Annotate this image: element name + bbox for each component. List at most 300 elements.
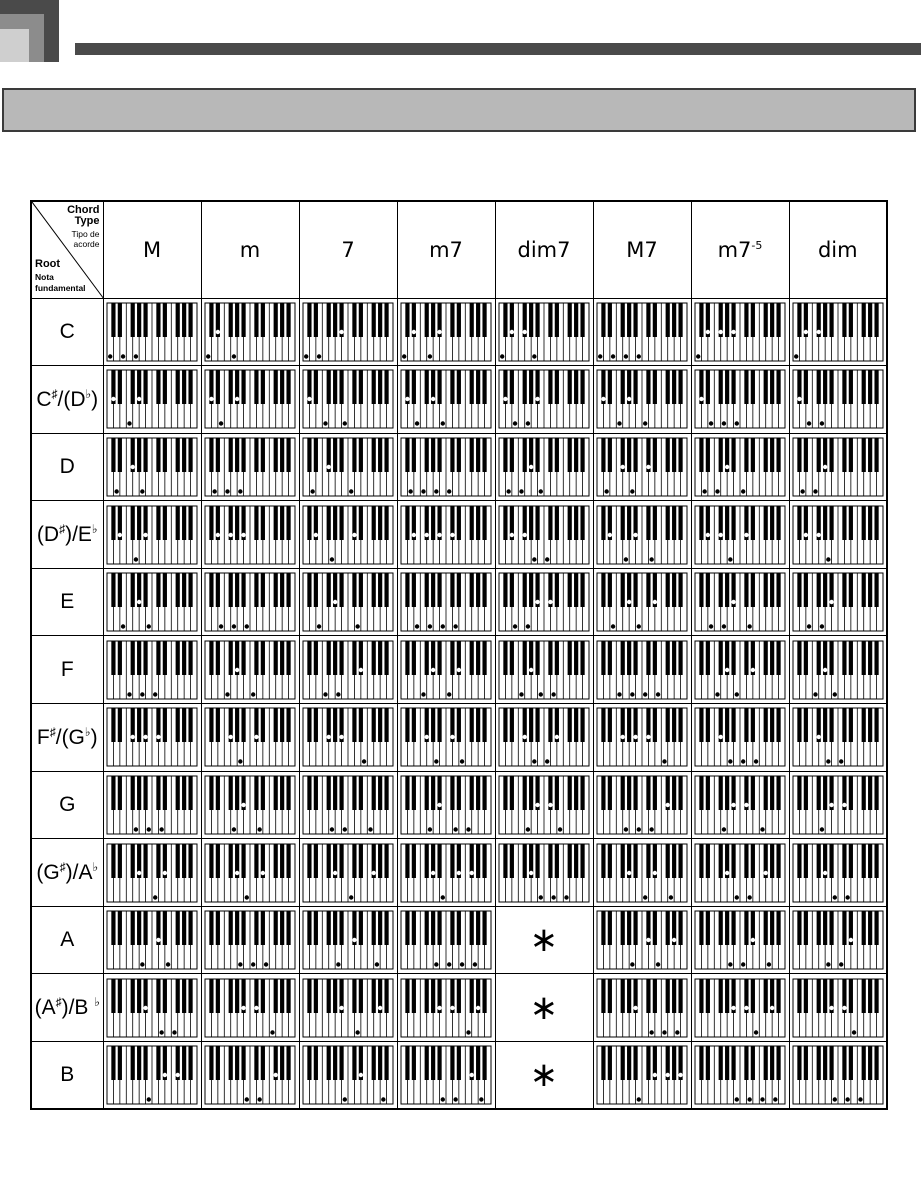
black-key xyxy=(633,641,637,675)
header-decoration-light xyxy=(0,29,29,62)
keyboard-diagram xyxy=(204,369,296,429)
keyboard-diagram xyxy=(694,843,786,903)
black-key xyxy=(731,506,735,540)
black-key xyxy=(829,438,833,472)
pressed-key-dot xyxy=(858,1097,862,1101)
black-key xyxy=(874,370,878,404)
black-key xyxy=(678,708,682,742)
chord-row xyxy=(31,501,887,569)
chord-diagram-cell xyxy=(201,636,299,704)
chord-diagram-cell xyxy=(789,298,887,366)
black-key xyxy=(627,641,631,675)
black-key xyxy=(188,370,192,404)
black-key xyxy=(823,708,827,742)
black-key xyxy=(731,641,735,675)
black-key xyxy=(235,911,239,945)
black-key xyxy=(510,844,514,878)
chord-diagram-cell xyxy=(691,636,789,704)
black-key xyxy=(764,438,768,472)
black-key xyxy=(457,303,461,337)
black-key xyxy=(274,979,278,1013)
pressed-key-dot xyxy=(206,354,210,358)
pressed-key-dot xyxy=(437,803,441,807)
black-key xyxy=(339,506,343,540)
chord-table-body xyxy=(31,298,887,1109)
black-key xyxy=(280,911,284,945)
root-note-label xyxy=(31,771,103,839)
black-key xyxy=(633,438,637,472)
pressed-key-dot xyxy=(143,532,147,536)
black-key xyxy=(861,438,865,472)
black-key xyxy=(797,438,801,472)
black-key xyxy=(241,641,245,675)
black-key xyxy=(431,573,435,607)
keyboard-diagram xyxy=(596,437,688,497)
black-key xyxy=(482,844,486,878)
black-key xyxy=(286,1046,290,1080)
black-key xyxy=(437,573,441,607)
black-key xyxy=(131,641,135,675)
black-key xyxy=(744,573,748,607)
pressed-key-dot xyxy=(143,1006,147,1010)
black-key xyxy=(111,303,115,337)
black-key xyxy=(804,708,808,742)
pressed-key-dot xyxy=(359,668,363,672)
pressed-key-dot xyxy=(643,422,647,426)
black-key xyxy=(842,641,846,675)
chord-diagram-cell xyxy=(593,771,691,839)
black-key xyxy=(137,303,141,337)
keyboard-diagram xyxy=(302,775,394,835)
black-key xyxy=(666,641,670,675)
black-key xyxy=(776,1046,780,1080)
pressed-key-dot xyxy=(232,354,236,358)
black-key xyxy=(372,979,376,1013)
pressed-key-dot xyxy=(529,465,533,469)
pressed-key-dot xyxy=(832,895,836,899)
pressed-key-dot xyxy=(741,962,745,966)
accidental-symbol: ♯ xyxy=(51,386,58,401)
root-note-text: /(G xyxy=(55,725,85,749)
black-key xyxy=(118,1046,122,1080)
black-key xyxy=(725,979,729,1013)
keyboard-diagram xyxy=(400,572,492,632)
black-key xyxy=(829,506,833,540)
black-key xyxy=(770,911,774,945)
black-key xyxy=(672,438,676,472)
keyboard-diagram xyxy=(596,707,688,767)
black-key xyxy=(241,370,245,404)
black-key xyxy=(535,708,539,742)
black-key xyxy=(359,573,363,607)
black-key xyxy=(816,844,820,878)
black-key xyxy=(314,776,318,810)
black-key xyxy=(327,641,331,675)
pressed-key-dot xyxy=(551,692,555,696)
black-key xyxy=(621,776,625,810)
pressed-key-dot xyxy=(421,692,425,696)
black-key xyxy=(601,708,605,742)
black-key xyxy=(457,911,461,945)
black-key xyxy=(352,979,356,1013)
black-key xyxy=(274,844,278,878)
black-key xyxy=(372,573,376,607)
pressed-key-dot xyxy=(317,354,321,358)
black-key xyxy=(163,370,167,404)
chord-row xyxy=(31,298,887,366)
black-key xyxy=(646,641,650,675)
pressed-key-dot xyxy=(826,962,830,966)
pressed-key-dot xyxy=(127,422,131,426)
black-key xyxy=(797,911,801,945)
chord-type-name: M xyxy=(142,237,162,262)
black-key xyxy=(731,708,735,742)
black-key xyxy=(751,573,755,607)
black-key xyxy=(229,303,233,337)
black-key xyxy=(535,506,539,540)
black-key xyxy=(776,641,780,675)
black-key xyxy=(254,370,258,404)
black-key xyxy=(719,911,723,945)
black-key xyxy=(412,708,416,742)
black-key xyxy=(666,370,670,404)
keyboard-diagram xyxy=(204,843,296,903)
pressed-key-dot xyxy=(643,895,647,899)
pressed-key-dot xyxy=(327,465,331,469)
black-key xyxy=(470,506,474,540)
pressed-key-dot xyxy=(479,1097,483,1101)
black-key xyxy=(425,303,429,337)
pressed-key-dot xyxy=(819,624,823,628)
black-key xyxy=(176,911,180,945)
black-key xyxy=(359,708,363,742)
black-key xyxy=(425,979,429,1013)
black-key xyxy=(608,776,612,810)
black-key xyxy=(118,911,122,945)
black-key xyxy=(868,979,872,1013)
black-key xyxy=(770,844,774,878)
pressed-key-dot xyxy=(134,354,138,358)
black-key xyxy=(861,776,865,810)
accidental-symbol: ♭ xyxy=(84,724,91,739)
black-key xyxy=(555,506,559,540)
black-key xyxy=(829,1046,833,1080)
pressed-key-dot xyxy=(235,870,239,874)
pressed-key-dot xyxy=(140,962,144,966)
black-key xyxy=(131,844,135,878)
black-key xyxy=(372,370,376,404)
chord-diagram-cell xyxy=(593,636,691,704)
black-key xyxy=(823,1046,827,1080)
black-key xyxy=(751,506,755,540)
keyboard-diagram xyxy=(400,707,492,767)
pressed-key-dot xyxy=(166,962,170,966)
black-key xyxy=(555,844,559,878)
black-key xyxy=(482,370,486,404)
black-key xyxy=(776,776,780,810)
black-key xyxy=(431,506,435,540)
black-key xyxy=(412,911,416,945)
keyboard-diagram xyxy=(792,775,884,835)
pressed-key-dot xyxy=(121,354,125,358)
black-key xyxy=(764,641,768,675)
root-note-label xyxy=(31,839,103,907)
black-key xyxy=(861,641,865,675)
pressed-key-dot xyxy=(510,532,514,536)
black-key xyxy=(241,844,245,878)
black-key xyxy=(327,844,331,878)
chord-diagram-cell xyxy=(789,636,887,704)
black-key xyxy=(621,303,625,337)
black-key xyxy=(209,641,213,675)
chord-diagram-cell xyxy=(299,366,397,434)
chord-diagram-cell xyxy=(201,433,299,501)
black-key xyxy=(653,979,657,1013)
pressed-key-dot xyxy=(212,489,216,493)
black-key xyxy=(384,979,388,1013)
black-key xyxy=(476,911,480,945)
black-key xyxy=(176,844,180,878)
keyboard-diagram xyxy=(694,505,786,565)
pressed-key-dot xyxy=(532,557,536,561)
root-note-label xyxy=(31,298,103,366)
pressed-key-dot xyxy=(232,624,236,628)
black-key xyxy=(339,641,343,675)
black-key xyxy=(216,776,220,810)
pressed-key-dot xyxy=(558,827,562,831)
black-key xyxy=(601,776,605,810)
pressed-key-dot xyxy=(653,870,657,874)
chord-type-name: 7 xyxy=(341,237,355,262)
black-key xyxy=(627,438,631,472)
black-key xyxy=(470,370,474,404)
pressed-key-dot xyxy=(532,760,536,764)
black-key xyxy=(719,573,723,607)
pressed-key-dot xyxy=(735,1097,739,1101)
black-key xyxy=(503,776,507,810)
pressed-key-dot xyxy=(773,1097,777,1101)
black-key xyxy=(804,641,808,675)
chord-row xyxy=(31,974,887,1042)
chord-diagram-cell xyxy=(593,704,691,772)
pressed-key-dot xyxy=(431,397,435,401)
black-key xyxy=(764,1046,768,1080)
black-key xyxy=(182,708,186,742)
chord-diagram-cell xyxy=(593,433,691,501)
black-key xyxy=(797,776,801,810)
black-key xyxy=(261,303,265,337)
black-key xyxy=(378,438,382,472)
black-key xyxy=(548,641,552,675)
pressed-key-dot xyxy=(131,465,135,469)
pressed-key-dot xyxy=(699,397,703,401)
black-key xyxy=(137,506,141,540)
black-key xyxy=(131,911,135,945)
black-key xyxy=(307,844,311,878)
black-key xyxy=(280,573,284,607)
black-key xyxy=(131,506,135,540)
keyboard-diagram xyxy=(792,572,884,632)
keyboard-diagram xyxy=(792,978,884,1038)
pressed-key-dot xyxy=(715,692,719,696)
pressed-key-dot xyxy=(751,938,755,942)
black-key xyxy=(621,844,625,878)
black-key xyxy=(568,641,572,675)
root-note-text: )/E xyxy=(65,523,92,547)
black-key xyxy=(280,1046,284,1080)
pressed-key-dot xyxy=(725,870,729,874)
pressed-key-dot xyxy=(826,760,830,764)
pressed-key-dot xyxy=(441,1097,445,1101)
black-key xyxy=(601,573,605,607)
black-key xyxy=(829,303,833,337)
black-key xyxy=(254,844,258,878)
keyboard-diagram xyxy=(694,572,786,632)
pressed-key-dot xyxy=(747,624,751,628)
black-key xyxy=(286,776,290,810)
pressed-key-dot xyxy=(232,827,236,831)
black-key xyxy=(384,708,388,742)
black-key xyxy=(405,573,409,607)
chord-diagram-cell xyxy=(299,636,397,704)
black-key xyxy=(384,370,388,404)
black-key xyxy=(678,370,682,404)
black-key xyxy=(842,370,846,404)
black-key xyxy=(874,911,878,945)
keyboard-diagram xyxy=(106,369,198,429)
black-key xyxy=(372,1046,376,1080)
accidental-symbol: ♭ xyxy=(92,860,99,875)
chord-row xyxy=(31,771,887,839)
black-key xyxy=(457,438,461,472)
accidental-symbol: ♯ xyxy=(59,860,66,875)
black-key xyxy=(580,776,584,810)
black-key xyxy=(816,776,820,810)
black-key xyxy=(470,303,474,337)
black-key xyxy=(568,438,572,472)
black-key xyxy=(797,1046,801,1080)
keyboard-diagram xyxy=(106,1045,198,1105)
pressed-key-dot xyxy=(598,354,602,358)
chord-diagram-cell xyxy=(789,839,887,907)
black-key xyxy=(143,641,147,675)
keyboard-diagram xyxy=(400,978,492,1038)
black-key xyxy=(209,708,213,742)
black-key xyxy=(580,708,584,742)
pressed-key-dot xyxy=(114,489,118,493)
black-key xyxy=(510,438,514,472)
black-key xyxy=(384,1046,388,1080)
black-key xyxy=(359,776,363,810)
black-key xyxy=(156,844,160,878)
black-key xyxy=(333,438,337,472)
keyboard-diagram xyxy=(596,505,688,565)
black-key xyxy=(163,979,167,1013)
pressed-key-dot xyxy=(470,870,474,874)
black-key xyxy=(829,641,833,675)
black-key xyxy=(188,438,192,472)
pressed-key-dot xyxy=(526,827,530,831)
black-key xyxy=(111,1046,115,1080)
keyboard-diagram xyxy=(302,843,394,903)
keyboard-diagram xyxy=(694,775,786,835)
root-note-text: )/A xyxy=(65,861,93,885)
black-key xyxy=(770,1046,774,1080)
root-note-text: (G xyxy=(36,861,60,885)
black-key xyxy=(503,303,507,337)
black-key xyxy=(182,911,186,945)
pressed-key-dot xyxy=(219,624,223,628)
pressed-key-dot xyxy=(359,1073,363,1077)
pressed-key-dot xyxy=(621,735,625,739)
chord-diagram-cell xyxy=(691,771,789,839)
pressed-key-dot xyxy=(447,962,451,966)
black-key xyxy=(307,303,311,337)
keyboard-diagram xyxy=(498,640,590,700)
black-key xyxy=(307,911,311,945)
pressed-key-dot xyxy=(675,1030,679,1034)
black-key xyxy=(574,438,578,472)
black-key xyxy=(254,506,258,540)
black-key xyxy=(384,641,388,675)
chord-diagram-cell xyxy=(201,568,299,636)
black-key xyxy=(254,438,258,472)
black-key xyxy=(510,641,514,675)
black-key xyxy=(503,844,507,878)
black-key xyxy=(529,708,533,742)
black-key xyxy=(797,844,801,878)
keyboard-diagram xyxy=(204,505,296,565)
black-key xyxy=(405,708,409,742)
black-key xyxy=(280,506,284,540)
pressed-key-dot xyxy=(441,422,445,426)
black-key xyxy=(653,708,657,742)
pressed-key-dot xyxy=(741,489,745,493)
chord-diagram-cell xyxy=(397,298,495,366)
black-key xyxy=(261,979,265,1013)
black-key xyxy=(333,776,337,810)
black-key xyxy=(118,641,122,675)
pressed-key-dot xyxy=(548,600,552,604)
black-key xyxy=(229,438,233,472)
black-key xyxy=(731,1046,735,1080)
root-note-text: C xyxy=(59,319,75,343)
black-key xyxy=(482,641,486,675)
black-key xyxy=(280,708,284,742)
black-key xyxy=(229,641,233,675)
black-key xyxy=(425,911,429,945)
black-key xyxy=(823,370,827,404)
black-key xyxy=(378,1046,382,1080)
pressed-key-dot xyxy=(770,1006,774,1010)
pressed-key-dot xyxy=(735,422,739,426)
pressed-key-dot xyxy=(608,532,612,536)
black-key xyxy=(666,708,670,742)
black-key xyxy=(555,776,559,810)
black-key xyxy=(216,844,220,878)
black-key xyxy=(188,506,192,540)
pressed-key-dot xyxy=(503,397,507,401)
black-key xyxy=(111,911,115,945)
black-key xyxy=(235,438,239,472)
black-key xyxy=(254,641,258,675)
black-key xyxy=(580,303,584,337)
black-key xyxy=(405,776,409,810)
chord-row xyxy=(31,366,887,434)
black-key xyxy=(229,1046,233,1080)
pressed-key-dot xyxy=(624,354,628,358)
black-key xyxy=(209,303,213,337)
